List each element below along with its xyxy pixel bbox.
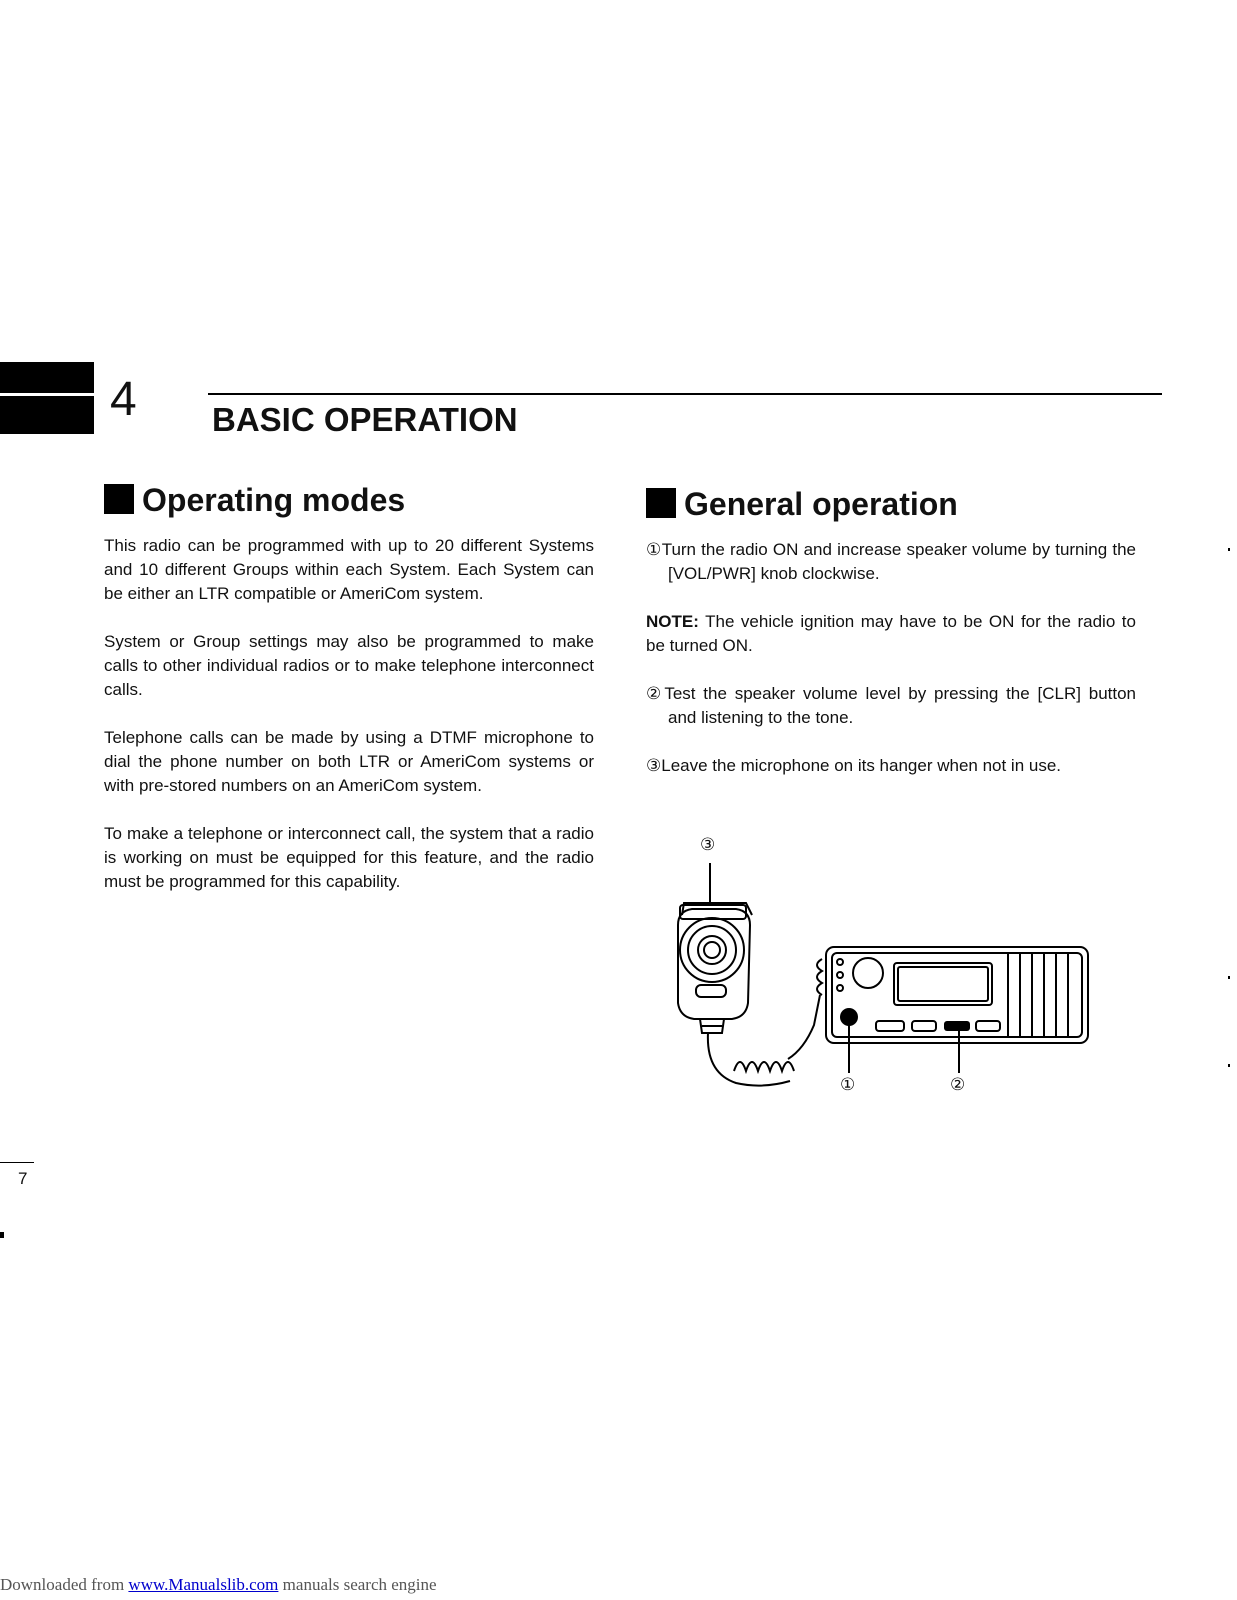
step-1-marker: ① [646,540,662,559]
chapter-number: 4 [110,373,137,426]
note-text: The vehicle ignition may have to be ON for the radio to be turned ON. [646,612,1136,655]
callout-1-label: ① [840,1075,856,1095]
chapter-tab-notch [0,393,94,396]
operating-modes-heading-text: Operating modes [142,482,406,518]
paragraph: System or Group settings may also be programmed to make calls to other individual radios or to make telephone interconnect calls. [104,632,594,699]
radio-line-drawing [670,845,1130,1115]
manualslib-link[interactable]: www.Manualslib.com [128,1575,279,1594]
step-2-text: Test the speaker volume level by pressing the [CLR] button and listening to the tone. [664,684,1136,727]
step-3 [646,754,1136,778]
clr-button [944,1021,970,1031]
heading-square-icon [646,488,676,518]
footer-suffix: manuals search engine [278,1575,437,1594]
general-operation-heading [646,484,1136,524]
paragraph: This radio can be programmed with up to 20 different Systems and 10 different Groups within each System. Each System can be either an LTR compatible or AmeriCom system. [104,536,594,603]
general-operation-heading-text: General operation [684,486,958,522]
note-label: NOTE: [646,612,699,631]
page-number: 7 [18,1169,28,1188]
header-rule [208,393,1162,395]
heading-square-icon [104,484,134,514]
chapter-title: BASIC OPERATION [212,401,518,438]
callout-3-label: ③ [700,835,716,855]
radio-illustration [670,835,1130,1115]
step-1 [646,538,1136,586]
scan-speck [0,1232,4,1238]
operating-modes-section [104,480,594,894]
general-operation-section [646,484,1136,778]
paragraph: Telephone calls can be made by using a DTMF microphone to dial the phone number on both LTR or AmeriCom systems or with pre-stored numbers on an AmeriCom system. [104,728,594,795]
step-2 [646,682,1136,730]
chapter-tab-marker [0,362,94,434]
vol-pwr-knob [840,1008,858,1026]
callout-2-label: ② [950,1075,966,1095]
footer-prefix: Downloaded from [0,1575,129,1594]
step-3-text: Leave the microphone on its hanger when not in use. [661,756,1062,775]
paragraph: To make a telephone or interconnect call, the system that a radio is working on must be equipped for this feature, and the radio must be programmed for this capability. [104,824,594,891]
operating-modes-heading [104,480,594,520]
page-number-rule [0,1162,34,1163]
step-1-text: Turn the radio ON and increase speaker volume by turning the [VOL/PWR] knob clockwise. [661,540,1136,583]
step-3-marker: ③ [646,756,662,775]
step-2-marker: ② [646,684,665,703]
scan-speck [1228,1064,1230,1067]
scan-speck [1228,976,1230,979]
download-footer [0,1575,437,1595]
scan-speck [1228,548,1230,551]
note [646,610,1136,658]
